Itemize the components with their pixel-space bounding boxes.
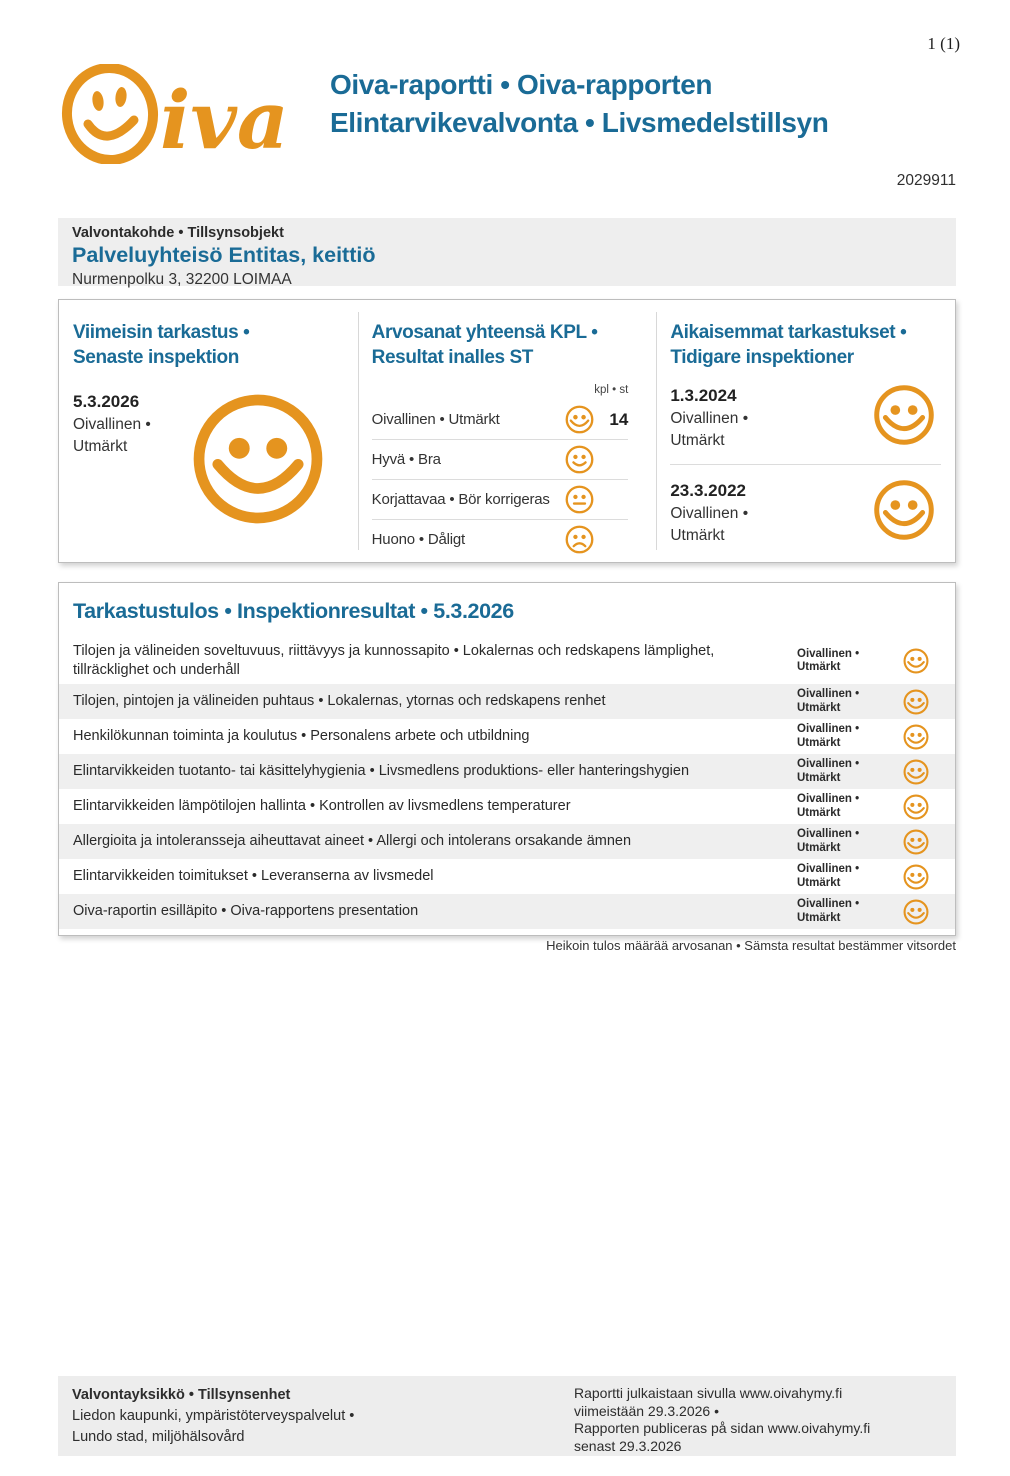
excellent-smiley-icon xyxy=(903,864,929,890)
footer-bar xyxy=(58,1376,956,1456)
excellent-smiley-icon xyxy=(903,794,929,820)
good-smiley-icon xyxy=(565,445,594,474)
excellent-smiley-icon xyxy=(903,648,929,674)
excellent-smiley-icon xyxy=(903,689,929,715)
results-footnote: Heikoin tulos määrää arvosanan • Sämsta resultat bestämmer vitsordet xyxy=(546,938,956,953)
grade-label: Huono • Dåligt xyxy=(371,531,466,548)
excellent-smiley-icon xyxy=(903,759,929,785)
result-label: Elintarvikkeiden tuotanto- tai käsittelyhygienia • Livsmedlens produktions- eller hanteringshygien xyxy=(73,763,690,779)
latest-inspection-body xyxy=(73,388,344,526)
result-label: Oiva-raportin esilläpito • Oiva-rapportens presentation xyxy=(73,903,419,919)
inspection-grade: Oivallinen • Utmärkt xyxy=(670,410,749,449)
grade-totals-rows xyxy=(372,400,629,559)
grade-total-row xyxy=(372,479,629,519)
previous-inspections-panel xyxy=(656,300,955,562)
supervision-unit-label: Valvontayksikkö • Tillsynsenhet xyxy=(72,1387,291,1403)
result-label: Henkilökunnan toiminta ja koulutus • Personalens arbete och utbildning xyxy=(73,728,530,744)
latest-inspection-text xyxy=(73,388,191,526)
subject-label: Valvontakohde • Tillsynsobjekt xyxy=(72,225,284,241)
report-title-line2: Elintarvikevalvonta • Livsmedelstillsyn xyxy=(330,107,829,138)
previous-inspections-title: Aikaisemmat tarkastukset • Tidigare inspektioner xyxy=(670,322,907,368)
result-row xyxy=(59,754,955,789)
grade-total-row xyxy=(372,400,629,439)
result-grade: Oivallinen • Utmärkt xyxy=(797,723,860,749)
inspection-grade: Oivallinen • Utmärkt xyxy=(73,416,151,455)
excellent-smiley-icon xyxy=(903,899,929,925)
excellent-smiley-icon xyxy=(903,724,929,750)
unit-label: kpl • st xyxy=(594,384,629,396)
supervision-unit-line1: Liedon kaupunki, ympäristöterveyspalvelut • xyxy=(72,1408,355,1424)
supervision-unit xyxy=(72,1385,574,1447)
summary-box xyxy=(58,299,956,563)
inspection-date: 5.3.2026 xyxy=(73,392,140,411)
result-label: Allergioita ja intoleransseja aiheuttavat aineet • Allergi och intolerans orsakande ämnen xyxy=(73,833,632,849)
result-grade: Oivallinen • Utmärkt xyxy=(797,828,860,854)
logo-text: iva xyxy=(160,73,289,164)
result-grade: Oivallinen • Utmärkt xyxy=(797,793,860,819)
result-row xyxy=(59,719,955,754)
result-grade: Oivallinen • Utmärkt xyxy=(797,758,860,784)
masthead xyxy=(58,62,956,172)
subject-address: Nurmenpolku 3, 32200 LOIMAA xyxy=(72,271,292,288)
result-label: Tilojen, pintojen ja välineiden puhtaus • Lokalernas, ytornas och redskapens renhet xyxy=(73,693,606,709)
previous-inspection-text xyxy=(670,384,873,452)
publication-line3: Rapporten publiceras på sidan www.oivahymy.fi xyxy=(574,1420,871,1436)
grade-total-row xyxy=(372,439,629,479)
publication-info xyxy=(574,1385,942,1454)
result-row xyxy=(59,789,955,824)
grade-count: 14 xyxy=(609,409,629,429)
result-row xyxy=(59,859,955,894)
publication-line4: senast 29.3.2026 xyxy=(574,1437,682,1454)
previous-inspection-item xyxy=(670,384,941,452)
neutral-smiley-icon xyxy=(565,485,594,514)
report-title xyxy=(330,66,828,142)
publication-line1: Raportti julkaistaan sivulla www.oivahymy.fi xyxy=(574,1385,843,1401)
inspection-results-title: Tarkastustulos • Inspektionresultat • 5.3.2026 xyxy=(73,599,514,623)
latest-inspection-title: Viimeisin tarkastus • Senaste inspektion xyxy=(73,322,250,368)
report-title-line1: Oiva-raportti • Oiva-rapporten xyxy=(330,69,713,100)
sad-smiley-icon xyxy=(565,525,594,554)
excellent-smiley-icon xyxy=(565,405,594,434)
subject-name: Palveluyhteisö Entitas, keittiö xyxy=(72,243,376,267)
supervision-unit-line2: Lundo stad, miljöhälsovård xyxy=(72,1429,245,1445)
result-grade: Oivallinen • Utmärkt xyxy=(797,898,860,924)
inspection-date: 23.3.2022 xyxy=(670,481,746,500)
inspection-grade: Oivallinen • Utmärkt xyxy=(670,505,749,544)
result-label: Elintarvikkeiden lämpötilojen hallinta • Kontrollen av livsmedlens temperaturer xyxy=(73,798,571,814)
result-label: Tilojen ja välineiden soveltuvuus, riittävyys ja kunnossapito • Lokalernas och redskapens lämplighet, tillräcklighet och underhåll xyxy=(73,643,715,678)
logo-smiley-icon xyxy=(62,64,159,164)
result-grade: Oivallinen • Utmärkt xyxy=(797,647,860,673)
excellent-smiley-icon xyxy=(873,479,935,541)
inspection-results-box xyxy=(58,582,956,936)
report-number: 2029911 xyxy=(896,172,956,189)
excellent-smiley-icon xyxy=(873,384,935,446)
inspection-date: 1.3.2024 xyxy=(670,386,737,405)
result-row xyxy=(59,684,955,719)
result-label: Elintarvikkeiden toimitukset • Leveranserna av livsmedel xyxy=(73,868,434,884)
grade-label: Oivallinen • Utmärkt xyxy=(371,411,500,428)
inspection-results-rows xyxy=(59,638,955,929)
result-row xyxy=(59,638,955,684)
latest-inspection-panel xyxy=(59,300,358,562)
oiva-logo xyxy=(60,64,304,164)
previous-inspection-text xyxy=(670,479,873,547)
subject-bar xyxy=(58,218,956,286)
grade-totals-panel xyxy=(358,300,657,562)
result-row xyxy=(59,824,955,859)
publication-line2: viimeistään 29.3.2026 • xyxy=(574,1402,719,1419)
divider xyxy=(670,464,941,465)
grade-label: Korjattavaa • Bör korrigeras xyxy=(371,491,550,508)
excellent-smiley-icon xyxy=(903,829,929,855)
grade-total-row xyxy=(372,519,629,559)
result-grade: Oivallinen • Utmärkt xyxy=(797,863,860,889)
result-grade: Oivallinen • Utmärkt xyxy=(797,688,860,714)
page-number: 1 (1) xyxy=(927,34,960,53)
grade-label: Hyvä • Bra xyxy=(371,451,441,468)
grade-totals-title: Arvosanat yhteensä KPL • Resultat inalles ST xyxy=(371,322,598,368)
previous-inspection-item xyxy=(670,479,941,547)
result-row xyxy=(59,894,955,929)
excellent-smiley-icon xyxy=(191,392,325,526)
